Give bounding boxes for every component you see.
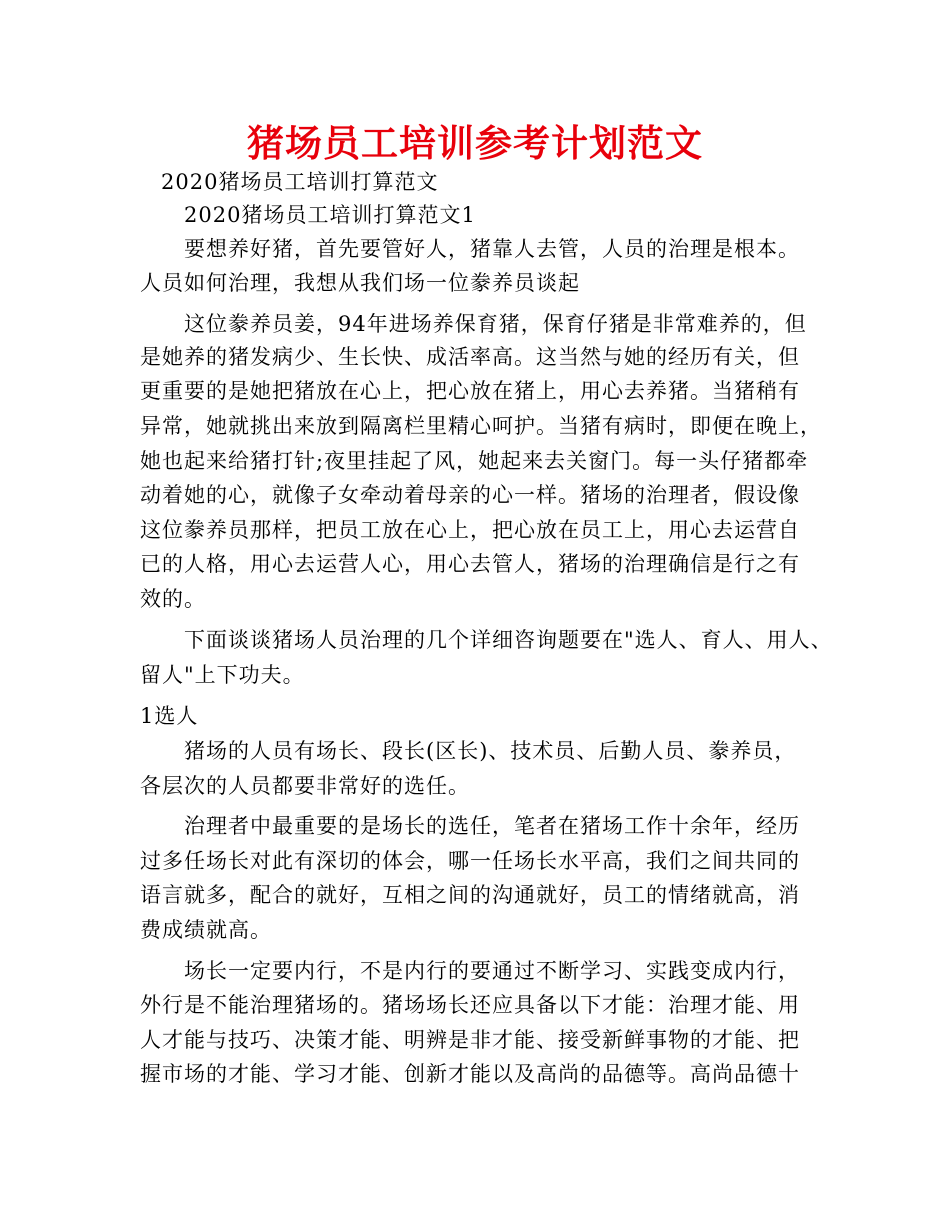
document-title: 猪场员工培训参考计划范文	[247, 122, 703, 165]
paragraph-line: 要想养好猪，首先要管好人，猪靠人去管，人员的治理是根本。	[184, 237, 800, 261]
paragraph-line: 效的。	[140, 587, 206, 611]
document-subtitle: 2020猪场员工培训打算范文	[161, 170, 439, 194]
paragraph-line: 猪场的人员有场长、段长(区长)、技术员、后勤人员、豢养员，	[184, 739, 797, 763]
paragraph-line: 外行是不能治理猪场的。猪场场长还应具备以下才能：治理才能、用	[140, 993, 800, 1017]
section-heading: 1选人	[140, 704, 199, 728]
paragraph-line: 这位豢养员姜，94年进场养保育猪，保育仔猪是非常难养的，但	[184, 312, 807, 336]
paragraph-line: 治理者中最重要的是场长的选任，笔者在猪场工作十余年，经历	[184, 814, 800, 838]
paragraph-line: 各层次的人员都要非常好的选任。	[140, 774, 470, 798]
paragraph-line: 人员如何治理，我想从我们场一位豢养员谈起	[140, 271, 580, 295]
paragraph-line: 更重要的是她把猪放在心上，把心放在猪上，用心去养猪。当猪稍有	[140, 379, 800, 403]
paragraph-line: 下面谈谈猪场人员治理的几个详细咨询题要在"选人、育人、用人、	[184, 628, 833, 652]
paragraph-line: 场长一定要内行，不是内行的要通过不断学习、实践变成内行，	[184, 959, 800, 983]
paragraph-line: 已的人格，用心去运营人心，用心去管人，猪场的治理确信是行之有	[140, 552, 800, 576]
paragraph-line: 语言就多，配合的就好，互相之间的沟通就好，员工的情绪就高，消	[140, 883, 800, 907]
paragraph-line: 人才能与技巧、决策才能、明辨是非才能、接受新鲜事物的才能、把	[140, 1028, 800, 1052]
paragraph-line: 留人"上下功夫。	[140, 663, 305, 687]
paragraph-line: 她也起来给猪打针;夜里挂起了风，她起来去关窗门。每一头仔猪都牵	[140, 449, 809, 473]
paragraph-line: 过多任场长对此有深切的体会，哪一任场长水平高，我们之间共同的	[140, 849, 800, 873]
paragraph-line: 费成绩就高。	[140, 918, 272, 942]
document-subheading: 2020猪场员工培训打算范文1	[184, 203, 476, 227]
paragraph-line: 动着她的心，就像子女牵动着母亲的心一样。猪场的治理者，假设像	[140, 483, 800, 507]
paragraph-line: 这位豢养员那样，把员工放在心上，把心放在员工上，用心去运营自	[140, 518, 800, 542]
paragraph-line: 异常，她就挑出来放到隔离栏里精心呵护。当猪有病时，即便在晚上，	[140, 414, 822, 438]
paragraph-line: 是她养的猪发病少、生长快、成活率高。这当然与她的经历有关，但	[140, 345, 800, 369]
paragraph-line: 握市场的才能、学习才能、创新才能以及高尚的品德等。高尚品德十	[140, 1062, 800, 1086]
